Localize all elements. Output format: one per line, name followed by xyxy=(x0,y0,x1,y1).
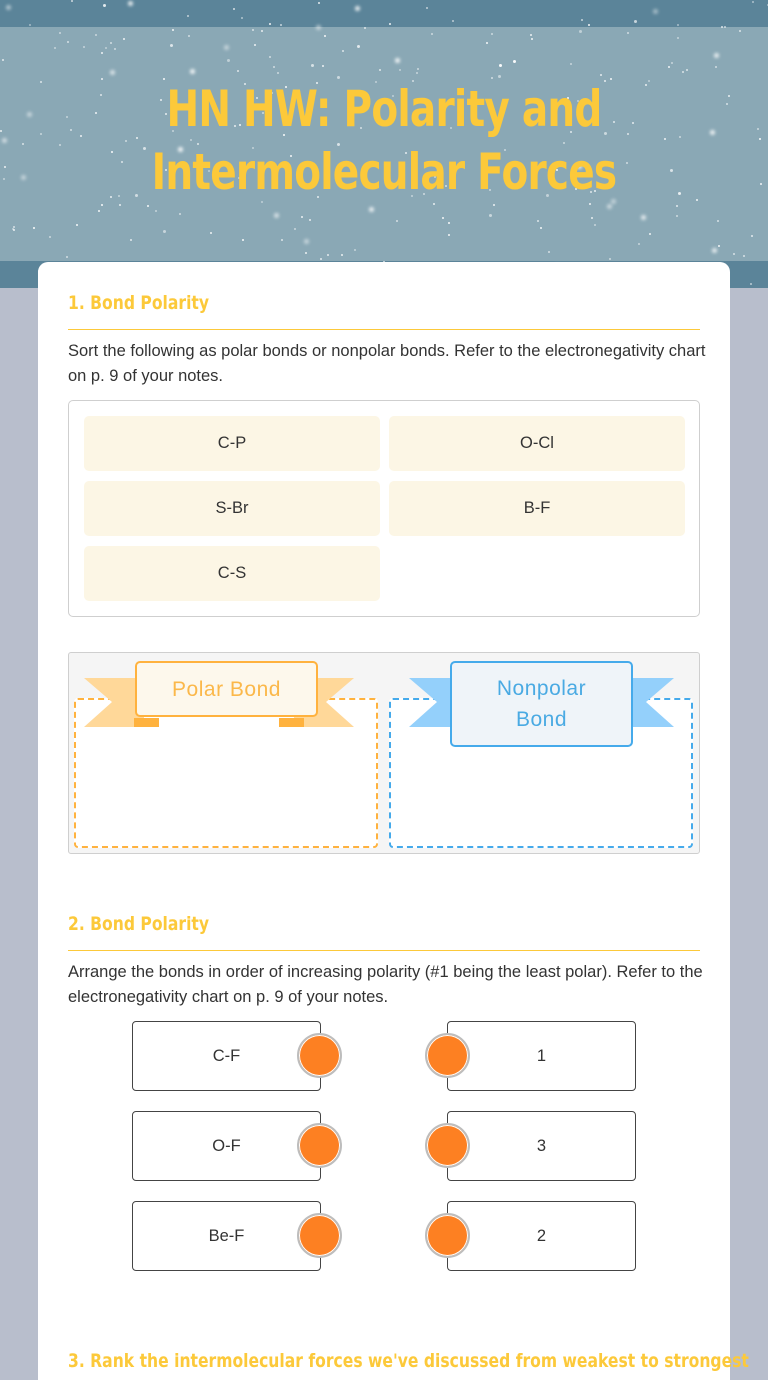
snowflake xyxy=(452,20,454,22)
snowflake xyxy=(743,255,745,257)
snowflake xyxy=(739,30,741,32)
snowflake xyxy=(67,41,69,43)
snowflake xyxy=(49,236,51,238)
snowflake xyxy=(570,63,572,65)
snowflake xyxy=(369,207,374,212)
snowflake xyxy=(273,66,275,68)
snowflake xyxy=(357,45,360,48)
snowflake xyxy=(128,1,133,6)
snowflake xyxy=(269,56,271,58)
snowflake xyxy=(274,213,279,218)
snowflake xyxy=(301,216,303,218)
snowflake xyxy=(634,20,637,23)
snowflake xyxy=(252,29,254,31)
section-2-instructions: Arrange the bonds in order of increasing polarity (#1 being the least polar). Refer to the electronegativity chart on p. 9 of your notes. xyxy=(68,963,703,1006)
snowflake xyxy=(76,224,78,226)
snowflake xyxy=(98,210,100,212)
sort-item-chip[interactable]: S-Br xyxy=(84,481,380,536)
snowflake xyxy=(237,70,239,72)
snowflake xyxy=(733,253,735,255)
page-title xyxy=(84,78,683,204)
snowflake xyxy=(537,220,539,222)
snowflake xyxy=(170,44,173,47)
snowflake xyxy=(728,95,730,97)
snowflake xyxy=(677,37,679,39)
snowflake xyxy=(581,19,583,21)
snowflake xyxy=(3,178,5,180)
snowflake xyxy=(696,199,698,201)
snowflake xyxy=(682,71,684,73)
snowflake xyxy=(311,64,314,67)
snowflake xyxy=(83,46,85,48)
nonpolar-bond-label: Nonpolar Bond xyxy=(450,661,633,747)
snowflake xyxy=(21,175,26,180)
snowflake xyxy=(712,248,717,253)
snowflake xyxy=(426,7,428,9)
snowflake xyxy=(649,233,651,235)
snowflake xyxy=(309,219,311,221)
snowflake xyxy=(759,138,761,140)
snowflake xyxy=(2,138,7,143)
match-left-item[interactable]: O-F xyxy=(132,1111,321,1181)
snowflake xyxy=(2,59,4,61)
snowflake xyxy=(188,35,190,37)
snowflake xyxy=(71,0,73,2)
snowflake xyxy=(277,72,279,74)
sort-item-chip[interactable]: B-F xyxy=(389,481,685,536)
snowflake xyxy=(95,34,97,36)
snowflake xyxy=(364,27,366,29)
match-connector-handle[interactable] xyxy=(297,1123,342,1168)
snowflake xyxy=(59,144,61,146)
snowflake xyxy=(54,47,56,49)
snowflake xyxy=(710,130,715,135)
snowflake xyxy=(726,103,728,105)
polar-bond-label: Polar Bond xyxy=(135,661,318,717)
snowflake xyxy=(320,258,322,260)
snowflake xyxy=(355,6,360,11)
snowflake xyxy=(70,129,72,131)
snowflake xyxy=(341,254,343,256)
snowflake xyxy=(110,70,115,75)
snowflake xyxy=(540,227,542,229)
snowflake xyxy=(442,217,444,219)
snowflake xyxy=(638,243,640,245)
snowflake xyxy=(686,69,688,71)
snowflake xyxy=(486,42,488,44)
snowflake xyxy=(66,256,68,258)
match-connector-handle[interactable] xyxy=(297,1033,342,1078)
snowflake xyxy=(101,52,103,54)
snowflake xyxy=(130,239,132,241)
sort-item-chip[interactable]: C-P xyxy=(84,416,380,471)
section-1-title: 1. Bond Polarity xyxy=(68,292,210,314)
snowflake xyxy=(210,232,212,234)
snowflake xyxy=(242,239,244,241)
snowflake xyxy=(609,258,611,260)
snowflake xyxy=(318,2,320,4)
snowflake xyxy=(531,38,533,40)
snowflake xyxy=(399,69,401,71)
snowflake xyxy=(676,205,678,207)
snowflake xyxy=(40,133,42,135)
snowflake xyxy=(80,135,82,137)
match-connector-handle[interactable] xyxy=(425,1123,470,1168)
snowflake xyxy=(548,251,550,253)
snowflake xyxy=(29,24,31,26)
snowflake xyxy=(281,239,283,241)
worksheet-card xyxy=(38,262,749,1380)
match-connector-handle[interactable] xyxy=(425,1033,470,1078)
snowflake xyxy=(607,204,612,209)
snowflake xyxy=(322,65,324,67)
snowflake xyxy=(757,128,759,130)
snowflake xyxy=(147,205,149,207)
snowflake xyxy=(721,26,723,28)
snowflake xyxy=(396,220,398,222)
snowflake xyxy=(448,234,450,236)
snowflake xyxy=(324,35,326,37)
page-title-line-1: HN HW: Polarity and xyxy=(166,80,602,138)
header-banner xyxy=(0,0,768,288)
match-left-item[interactable]: C-F xyxy=(132,1021,321,1091)
snowflake xyxy=(530,34,532,36)
snowflake xyxy=(304,239,309,244)
snowflake xyxy=(641,215,646,220)
snowflake xyxy=(627,32,629,34)
snowflake xyxy=(588,24,590,26)
snowflake xyxy=(379,69,381,71)
snowflake xyxy=(4,166,6,168)
snowflake xyxy=(269,23,271,25)
snowflake xyxy=(579,30,582,33)
section-3-title: 3. Rank the intermolecular forces we've discussed from weakest to strongest xyxy=(68,1350,749,1372)
snowflake xyxy=(493,204,495,206)
snowflake xyxy=(103,4,106,7)
snowflake xyxy=(66,116,68,118)
page-title-line-2: Intermolecular Forces xyxy=(151,143,617,201)
snowflake xyxy=(179,213,181,215)
snowflake xyxy=(676,215,678,217)
snowflake xyxy=(261,30,263,32)
snowflake xyxy=(187,15,189,17)
snowflake xyxy=(305,252,307,254)
snowflake xyxy=(316,25,321,30)
snowflake xyxy=(717,220,719,222)
snowflake xyxy=(751,235,753,237)
sort-item-chip[interactable]: C-S xyxy=(84,546,380,601)
snowflake xyxy=(190,69,195,74)
sort-item-pool xyxy=(68,400,700,617)
match-left-item[interactable]: Be-F xyxy=(132,1201,321,1271)
snowflake xyxy=(13,229,15,231)
snowflake xyxy=(224,45,229,50)
snowflake xyxy=(668,66,670,68)
sort-item-chip[interactable]: O-Cl xyxy=(389,416,685,471)
snowflake xyxy=(653,9,658,14)
snowflake xyxy=(101,204,103,206)
snowflake xyxy=(233,8,235,10)
match-connector-handle[interactable] xyxy=(425,1213,470,1258)
section-1-instructions: Sort the following as polar bonds or nonpolar bonds. Refer to the electronegativity chart on p. 9 of your notes. xyxy=(68,342,706,385)
match-right-item[interactable]: 2 xyxy=(447,1201,636,1271)
snowflake xyxy=(489,214,492,217)
snowflake xyxy=(342,50,344,52)
snowflake xyxy=(163,230,166,233)
snowflake xyxy=(718,245,720,247)
snowflake xyxy=(513,60,516,63)
snowflake xyxy=(227,59,230,62)
snowflake xyxy=(750,283,752,285)
snowflake xyxy=(594,224,596,226)
snowflake xyxy=(0,130,2,132)
snowflake xyxy=(110,42,112,44)
snowflake xyxy=(22,143,24,145)
snowflake xyxy=(677,24,679,26)
snowflake xyxy=(354,249,356,251)
section-1-divider xyxy=(68,329,700,330)
snowflake xyxy=(491,33,493,35)
snowflake xyxy=(241,17,243,19)
snowflake xyxy=(294,228,296,230)
snowflake xyxy=(395,58,400,63)
snowflake xyxy=(600,74,602,76)
snowflake xyxy=(114,48,116,50)
snowflake xyxy=(389,23,391,25)
snowflake xyxy=(59,32,61,34)
section-2-divider xyxy=(68,950,700,951)
snowflake xyxy=(591,217,593,219)
snowflake xyxy=(327,254,329,256)
snowflake xyxy=(724,26,726,28)
snowflake xyxy=(715,66,717,68)
snowflake xyxy=(760,183,762,185)
match-right-item[interactable]: 1 xyxy=(447,1021,636,1091)
snowflake xyxy=(448,222,450,224)
snowflake xyxy=(280,24,282,26)
snowflake xyxy=(6,5,11,10)
snowflake xyxy=(33,227,35,229)
snowflake xyxy=(416,72,418,74)
match-right-item[interactable]: 3 xyxy=(447,1111,636,1181)
snowflake xyxy=(172,29,174,31)
sort-buckets xyxy=(68,652,700,854)
snowflake xyxy=(431,33,433,35)
match-connector-handle[interactable] xyxy=(297,1213,342,1258)
snowflake xyxy=(499,64,502,67)
snowflake xyxy=(671,62,673,64)
snowflake xyxy=(155,210,157,212)
snowflake xyxy=(714,53,719,58)
snowflake xyxy=(752,1,754,3)
section-2-title: 2. Bond Polarity xyxy=(68,913,210,935)
snowflake xyxy=(105,47,107,49)
snowflake xyxy=(417,68,419,70)
snowflake xyxy=(123,38,125,40)
snowflake xyxy=(27,112,32,117)
snowflake xyxy=(254,44,256,46)
snowflake xyxy=(40,81,42,83)
